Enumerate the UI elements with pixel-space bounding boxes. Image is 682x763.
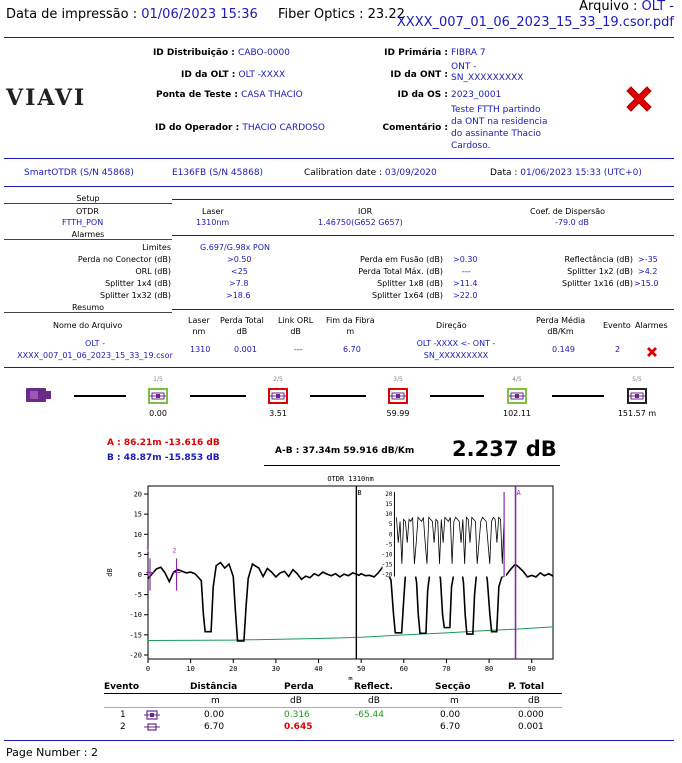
evt-row-section: 6.70 [440,722,461,732]
otdr-value: FTTH_PON [62,218,104,227]
splitter-1x16-label: Splitter 1x16 (dB) [562,279,633,288]
linkmap-event-index: 4/5 [512,376,522,383]
total-max-loss-value: --- [462,267,471,276]
y-tick-label: 10 [133,530,142,539]
inset-y-tick-label: -15 [381,561,393,569]
test-point: Ponta de Teste : CASA THACIO [156,90,303,100]
os-id-value: 2023_0001 [451,90,502,100]
laser-label: Laser [202,207,224,216]
evt-unit-total: dB [528,696,540,706]
splitter-1x32-value: >18.6 [226,291,251,300]
reflectance-label: Reflectância (dB) [564,255,633,264]
event-marker-label: 2 [172,547,177,555]
linkmap-event-index: 2/5 [273,376,283,383]
summary-header-avg-loss: Perda Média dB/Km [536,316,586,336]
linkmap [0,370,682,424]
summary-total-loss: 0.001 [234,345,257,354]
splitter-1x16-value: >15.0 [634,279,659,288]
primary-id-label: ID Primária : [384,48,448,58]
summary-header-filename: Nome do Arquivo [53,321,123,330]
evt-row-total: 0.001 [518,722,544,732]
baseline-trace [148,627,553,641]
linkmap-event-icon[interactable] [388,388,408,408]
calibration-date: Calibration date : 03/09/2020 [304,168,437,178]
linkmap-event-distance: 3.51 [269,409,287,418]
linkmap-event-icon[interactable] [507,388,527,408]
x-tick-label: 10 [186,665,195,673]
summary-events: 2 [615,345,621,354]
summary-filename: OLT - XXXX_007_01_06_2023_15_33_19.csor [17,339,173,360]
ont-id-label: ID da ONT : [390,70,448,80]
x-tick-label: 20 [229,665,238,673]
evt-row-distance: 6.70 [204,722,225,732]
orl-label: ORL (dB) [135,267,171,276]
summary-avg-loss: 0.149 [552,345,575,354]
linkmap-origin-icon [26,388,51,402]
viavi-logo: VIAVI [6,85,87,111]
header-divider [4,37,674,38]
summary-header-alarms: Alarmes [635,321,668,330]
linkmap-event-icon[interactable] [268,388,288,408]
alarms-section-title: Alarmes [4,230,172,240]
limits-label: Limites [142,243,171,252]
y-tick-label: -5 [133,591,142,600]
setup-divider [172,199,674,200]
fusion-loss-value: >0.30 [453,255,478,264]
summary-header-fiber-end: Fim da Fibra m [326,316,375,336]
laser-value: 1310nm [196,218,230,227]
evt-row-loss: 0.316 [284,710,310,720]
evt-header-line [104,693,562,694]
evt-row-num: 1 [120,710,126,720]
inset-y-tick-label: 5 [388,521,393,529]
x-tick-label: 50 [356,665,366,673]
x-tick-label: 60 [399,665,409,673]
inset-y-tick-label: -20 [381,571,393,579]
splitter-1x64-value: >22.0 [453,291,478,300]
info-divider [4,158,674,159]
summary-link-orl: --- [294,345,303,354]
summary-header-direction: Direção [436,321,467,330]
evt-row-distance: 0.00 [204,710,225,720]
comment-value: Teste FTTH partindo da ONT na residencia do assinante Thacio Cardoso. [451,105,548,151]
linkmap-event-distance: 102.11 [503,409,531,418]
dispersion-value: -79.0 dB [555,218,589,227]
ont-id-value: ONT - SN_XXXXXXXXX [451,62,524,83]
page-number: Page Number : 2 [6,746,99,759]
evt-unit-reflect: dB [368,696,380,706]
splitter-1x64-label: Splitter 1x64 (dB) [372,291,443,300]
inset-y-tick-label: 10 [385,511,393,519]
evt-row-reflect: -65.44 [355,710,385,720]
evt-header-loss: Perda [284,682,314,692]
marker-ab-readout: A-B : 37.34m 59.916 dB/Km [275,446,415,456]
x-tick-label: 90 [527,665,536,673]
linkmap-event-index: 1/5 [153,376,163,383]
fusion-loss-label: Perda em Fusão (dB) [360,255,443,264]
evt-header-section: Secção [435,682,471,692]
splitter-1x2-label: Splitter 1x2 (dB) [567,267,633,276]
measurement-date: Data : 01/06/2023 15:33 (UTC+0) [490,168,642,178]
setup-section-title: Setup [4,194,172,204]
os-id-label: ID da OS : [397,90,448,100]
splitter-1x8-label: Splitter 1x8 (dB) [377,279,443,288]
reflectance-value: >-35 [638,255,658,264]
linkmap-event-index: 3/5 [393,376,403,383]
evt-header-total: P. Total [508,682,545,692]
summary-header-link-orl: Link ORL dB [278,316,314,336]
linkmap-event-index: 5/5 [632,376,642,383]
summary-divider [172,309,674,310]
summary-header-laser: Laser nm [188,316,210,336]
inset-y-tick-label: 20 [385,491,393,499]
module-serial: E136FB (S/N 45868) [172,168,264,178]
ior-label: IOR [358,207,373,216]
summary-header-events: Evento [603,321,631,330]
splitter-1x8-value: >11.4 [453,279,478,288]
summary-direction: OLT -XXXX <- ONT - SN_XXXXXXXXX [416,339,496,360]
linkmap-event-icon[interactable] [148,388,168,408]
y-tick-label: -15 [129,631,142,640]
event-marker-label: 1 [146,547,150,555]
file-name-header: Arquivo : OLT - XXXX_007_01_06_2023_15_33_19.csor.pdf [396,0,674,30]
summary-laser: 1310 [190,345,211,354]
operator-id: ID do Operador : THACIO CARDOSO [155,123,326,133]
splitter-1x32-label: Splitter 1x32 (dB) [100,291,171,300]
summary-fiber-end: 6.70 [343,345,361,354]
device-divider [4,186,674,187]
chart-title: OTDR 1310nm [327,475,374,483]
orl-value: <25 [231,267,248,276]
splitter-1x4-value: >7.8 [229,279,249,288]
table-row [104,722,562,733]
x-tick-label: 70 [442,665,451,673]
x-tick-label: 80 [484,665,494,673]
evt-unit-loss: dB [290,696,302,706]
fail-status-icon [622,82,656,120]
limits-value: G.697/G.98x PON [200,243,271,252]
connector-event-icon [144,722,160,735]
x-tick-label: 40 [314,665,323,673]
marker-a-readout: A : 86.21m -13.616 dB [107,438,220,448]
olt-id: ID da OLT : OLT -XXXX [181,70,286,80]
primary-id-value: FIBRA 7 [451,48,486,58]
evt-header-reflect: Reflect. [354,682,393,692]
linkmap-event-distance: 151.57 m [617,409,657,418]
inset-y-tick-label: -5 [385,541,393,549]
linkmap-event-icon[interactable] [627,388,647,408]
marker-ab-underline [264,465,560,466]
distribution-id: ID Distribuição : CABO-0000 [152,48,290,58]
evt-row-section: 0.00 [440,710,461,720]
evt-units-line [104,707,562,708]
linkmap-event-distance: 59.99 [386,409,410,418]
x-tick-label: 0 [145,665,151,673]
inset-y-tick-label: -10 [381,551,393,559]
otdr-label: OTDR [76,207,99,216]
linkmap-event-distance: 0.00 [149,409,167,418]
inset-y-tick-label: 0 [388,531,393,539]
y-tick-label: 5 [137,550,142,559]
table-row [104,710,562,721]
splitter-1x2-value: >4.2 [638,267,658,276]
comment-label: Comentário : [382,123,448,133]
dispersion-label: Coef. de Dispersão [530,207,606,216]
summary-alarm-icon [646,343,658,362]
evt-row-num: 2 [120,722,126,732]
summary-header-total-loss: Perda Total dB [220,316,264,336]
evt-header-distance: Distância [190,682,238,692]
y-tick-label: 0 [137,571,142,580]
evt-row-total: 0.000 [518,710,544,720]
y-tick-label: -10 [129,611,142,620]
events-table [104,682,562,730]
y-tick-label: 15 [133,510,142,519]
otdr-chart [100,470,560,680]
y-tick-label: -20 [129,651,142,660]
evt-unit-distance: m [211,696,220,706]
footer-divider [4,740,674,741]
y-axis-label: dB [106,568,114,577]
evt-row-loss: 0.645 [284,722,313,732]
smartotdr-serial: SmartOTDR (S/N 45868) [24,168,134,178]
x-axis-label: m [348,675,353,680]
total-max-loss-label: Perda Total Máx. (dB) [358,267,443,276]
print-date: Data de impressão : 01/06/2023 15:36 [6,7,258,22]
connector-loss-label: Perda no Conector (dB) [77,255,171,264]
x-tick-label: 30 [271,665,281,673]
splitter-1x4-label: Splitter 1x4 (dB) [105,279,171,288]
ior-value: 1.46750(G652 G657) [318,218,403,227]
cursor-a-label: A [516,489,521,497]
marker-b-readout: B : 48.87m -15.853 dB [107,453,220,463]
evt-unit-section: m [450,696,459,706]
evt-header-event: Evento [104,682,140,692]
cursor-b-label: B [357,489,362,497]
marker-ab-loss: 2.237 dB [452,437,557,461]
summary-bottom-divider [4,367,674,368]
y-tick-label: 20 [133,490,142,499]
inset-y-tick-label: 15 [385,501,393,509]
connector-loss-value: >0.50 [227,255,252,264]
alarms-divider [172,235,674,236]
summary-section-title: Resumo [4,303,172,313]
fiber-optics-version: Fiber Optics : 23.22 [278,7,405,22]
